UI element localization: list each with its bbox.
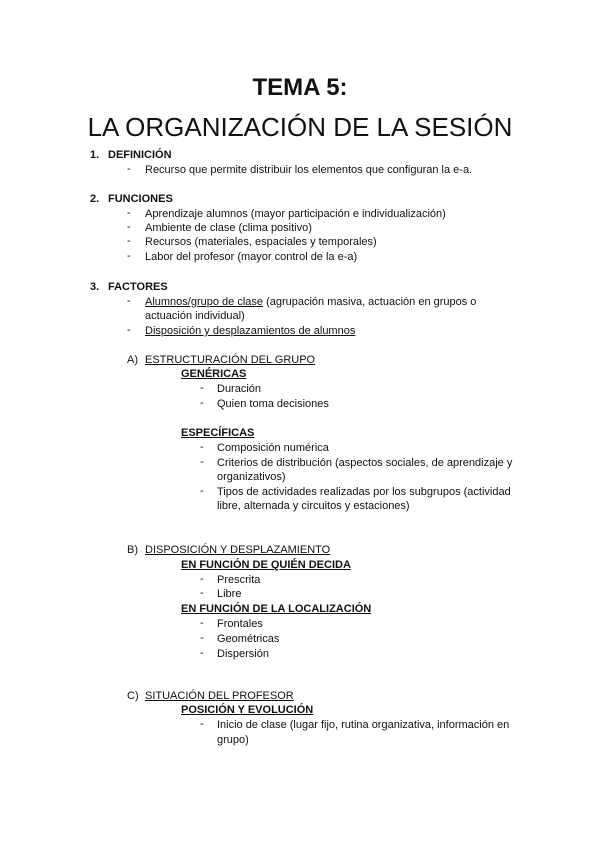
list-item: Prescrita bbox=[217, 574, 261, 586]
subsection-a-letter: A) bbox=[127, 354, 138, 366]
list-item: Tipos de actividades realizadas por los subgrupos (actividad bbox=[217, 486, 511, 498]
bullet-dash: - bbox=[200, 718, 204, 730]
bullet-dash: - bbox=[200, 397, 204, 409]
list-item-continuation: organizativos) bbox=[217, 471, 286, 483]
genericas-heading: GENÉRICAS bbox=[181, 368, 247, 380]
list-item: Inicio de clase (lugar fijo, rutina organizativa, información en bbox=[217, 719, 510, 731]
localizacion-heading: EN FUNCIÓN DE LA LOCALIZACIÓN bbox=[181, 603, 372, 615]
doc-subtitle: LA ORGANIZACIÓN DE LA SESIÓN bbox=[87, 112, 513, 142]
posicion-heading: POSICIÓN Y EVOLUCIÓN bbox=[181, 704, 314, 716]
subsection-c-heading: SITUACIÓN DEL PROFESOR bbox=[145, 690, 294, 702]
list-item bbox=[145, 295, 476, 310]
section-3-heading: FACTORES bbox=[108, 281, 168, 293]
subsection-a-heading: ESTRUCTURACIÓN DEL GRUPO bbox=[145, 354, 316, 366]
doc-title: TEMA 5: bbox=[252, 74, 348, 101]
quien-decida-heading: EN FUNCIÓN DE QUIÉN DECIDA bbox=[181, 559, 351, 571]
list-item: Disposición y desplazamientos de alumnos bbox=[145, 325, 356, 337]
subsection-c-letter: C) bbox=[127, 690, 139, 702]
section-1-number: 1. bbox=[90, 149, 100, 161]
underlined-term: Alumnos/grupo de clase bbox=[145, 296, 264, 308]
list-item: Dispersión bbox=[217, 648, 269, 660]
list-item: Quien toma decisiones bbox=[217, 398, 329, 410]
list-item-continuation: libre, alternada y circuitos y estaciones) bbox=[217, 500, 410, 512]
bullet-dash: - bbox=[200, 647, 204, 659]
bullet-dash: - bbox=[127, 207, 131, 219]
bullet-dash: - bbox=[200, 617, 204, 629]
list-item: Ambiente de clase (clima positivo) bbox=[145, 222, 312, 234]
bullet-dash: - bbox=[127, 235, 131, 247]
bullet-dash: - bbox=[127, 163, 131, 175]
list-item: Recurso que permite distribuir los elementos que configuran la e-a. bbox=[145, 164, 473, 176]
bullet-dash: - bbox=[200, 632, 204, 644]
especificas-heading: ESPECÍFICAS bbox=[181, 427, 255, 439]
bullet-dash: - bbox=[200, 382, 204, 394]
list-item: Libre bbox=[217, 588, 242, 600]
bullet-dash: - bbox=[200, 441, 204, 453]
bullet-dash: - bbox=[200, 485, 204, 497]
list-item: Duración bbox=[217, 383, 262, 395]
list-item: Labor del profesor (mayor control de la e-a) bbox=[145, 251, 358, 263]
item-detail: (agrupación masiva, actuación en grupos o bbox=[263, 296, 477, 308]
bullet-dash: - bbox=[200, 573, 204, 585]
list-item: Recursos (materiales, espaciales y temporales) bbox=[145, 236, 377, 248]
subsection-b-letter: B) bbox=[127, 544, 138, 556]
list-item: Criterios de distribución (aspectos sociales, de aprendizaje y bbox=[217, 457, 513, 469]
list-item: Frontales bbox=[217, 618, 263, 630]
list-item-continuation: grupo) bbox=[217, 734, 249, 746]
bullet-dash: - bbox=[127, 250, 131, 262]
list-item: Aprendizaje alumnos (mayor participación e individualización) bbox=[145, 208, 446, 220]
section-2-number: 2. bbox=[90, 193, 100, 205]
bullet-dash: - bbox=[127, 295, 131, 307]
section-1-heading: DEFINICIÓN bbox=[108, 149, 172, 161]
list-item-continuation: actuación individual) bbox=[145, 310, 245, 322]
bullet-dash: - bbox=[127, 221, 131, 233]
bullet-dash: - bbox=[200, 587, 204, 599]
section-3-number: 3. bbox=[90, 281, 100, 293]
subsection-b-heading: DISPOSICIÓN Y DESPLAZAMIENTO bbox=[145, 544, 331, 556]
section-2-heading: FUNCIONES bbox=[108, 193, 173, 205]
list-item: Geométricas bbox=[217, 633, 280, 645]
bullet-dash: - bbox=[127, 324, 131, 336]
bullet-dash: - bbox=[200, 456, 204, 468]
list-item: Composición numérica bbox=[217, 442, 329, 454]
